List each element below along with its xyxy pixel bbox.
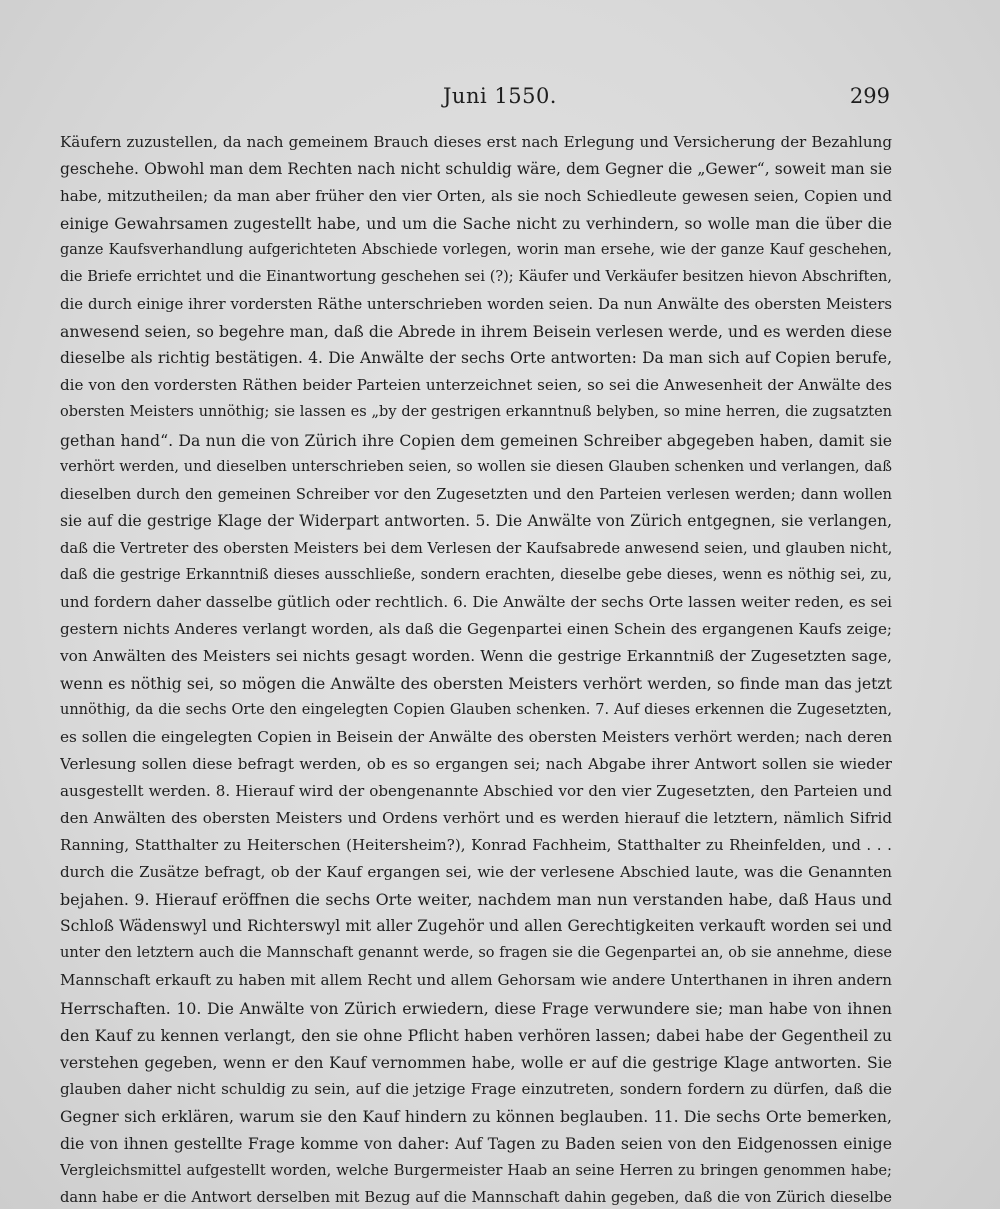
text-line: einige Gewahrsamen zugestellt habe, und um die Sache nicht zu verhindern, so wolle man die über die [60,214,892,234]
text-line: die von den vordersten Räthen beider Parteien unterzeichnet seien, so sei die Anwesenheit der Anwälte des [60,376,892,395]
text-line: habe, mitzutheilen; da man aber früher den vier Orten, als sie noch Schiedleute gewesen seien, Copien und [60,187,892,206]
text-line: die Briefe errichtet und die Einantwortung geschehen sei (?); Käufer und Verkäufer besitzen hievon Abschriften, [60,269,892,286]
text-line: es sollen die eingelegten Copien in Beisein der Anwälte des obersten Meisters verhört werden; nach deren [60,728,892,747]
text-line: Verlesung sollen diese befragt werden, ob es so ergangen sei; nach Abgabe ihrer Antwort sollen sie wieder [60,755,892,774]
text-line: geschehe. Obwohl man dem Rechten nach nicht schuldig wäre, dem Gegner die „Gewer“, soweit man sie [60,160,892,179]
text-line: obersten Meisters unnöthig; sie lassen es „by der gestrigen erkanntnuß belyben, so mine herren, die zugsatzten [60,404,892,421]
text-line: glauben daher nicht schuldig zu sein, auf die jetzige Frage einzutreten, sondern fordern zu dürfen, daß die [60,1079,892,1098]
text-line: ausgestellt werden. 8. Hierauf wird der obengenannte Abschied vor den vier Zugesetzten, den Parteien und [60,782,892,801]
text-line: die durch einige ihrer vordersten Räthe unterschrieben worden seien. Da nun Anwälte des obersten Meisters [60,295,892,314]
text-line: von Anwälten des Meisters sei nichts gesagt worden. Wenn die gestrige Erkanntniß der Zugesetzten sage, [60,646,892,665]
text-line: und fordern daher dasselbe gütlich oder rechtlich. 6. Die Anwälte der sechs Orte lassen weiter reden, es sei [60,592,892,611]
text-line: dieselben durch den gemeinen Schreiber vor den Zugesetzten und den Parteien verlesen werden; dann wollen [60,485,892,503]
running-head [0,84,1000,118]
text-line: Schloß Wädenswyl und Richterswyl mit aller Zugehör und allen Gerechtigkeiten verkauft worden sei und [60,917,892,936]
text-line: wenn es nöthig sei, so mögen die Anwälte des obersten Meisters verhört werden, so finde man das jetzt [60,673,892,693]
text-line: den Anwälten des obersten Meisters und Ordens verhört und es werden hierauf die letztern, nämlich Sifrid [60,809,892,828]
text-line: dann habe er die Antwort derselben mit Bezug auf die Mannschaft dahin gegeben, daß die von Zürich dieselbe [60,1188,892,1206]
text-line: verhört werden, und dieselben unterschrieben seien, so wollen sie diesen Glauben schenken und verlangen, daß [60,458,892,475]
text-line: daß die gestrige Erkanntniß dieses ausschließe, sondern erachten, dieselbe gebe dieses, wenn es nöthig sei, zu, [60,566,892,583]
text-line: unnöthig, da die sechs Orte den eingelegten Copien Glauben schenken. 7. Auf dieses erkennen die Zugesetzten, [60,701,892,718]
page-number: 299 [849,84,890,108]
text-line: bejahen. 9. Hierauf eröffnen die sechs Orte weiter, nachdem man nun verstanden habe, daß Haus und [60,890,892,910]
page-header-title: Juni 1550. [443,84,557,108]
text-line: verstehen gegeben, wenn er den Kauf vernommen habe, wolle er auf die gestrige Klage antworten. Sie [60,1052,892,1072]
text-line: dieselbe als richtig bestätigen. 4. Die Anwälte der sechs Orte antworten: Da man sich auf Copien berufe, [60,349,892,368]
text-line: die von ihnen gestellte Frage komme von daher: Auf Tagen zu Baden seien von den Eidgenossen einige [60,1133,892,1153]
text-line: ganze Kaufsverhandlung aufgerichteten Abschiede vorlegen, worin man ersehe, wie der ganze Kauf geschehen, [60,242,892,259]
text-line: Ranning, Statthalter zu Heiterschen (Heitersheim?), Konrad Fachheim, Statthalter zu Rheinfelden, und . . . [60,836,892,855]
text-line: gestern nichts Anderes verlangt worden, als daß die Gegenpartei einen Schein des ergangenen Kaufs zeige; [60,619,892,638]
text-line: Herrschaften. 10. Die Anwälte von Zürich erwiedern, diese Frage verwundere sie; man habe von ihnen [60,998,892,1018]
text-line: durch die Zusätze befragt, ob der Kauf ergangen sei, wie der verlesene Abschied laute, was die Genannten [60,863,892,882]
text-line: daß die Vertreter des obersten Meisters bei dem Verlesen der Kaufsabrede anwesend seien, und glauben nicht, [60,539,892,557]
body-text [60,129,892,1209]
text-line: Käufern zuzustellen, da nach gemeinem Brauch dieses erst nach Erlegung und Versicherung der Bezahlung [60,133,892,151]
text-line: sie auf die gestrige Klage der Widerpart antworten. 5. Die Anwälte von Zürich entgegnen, sie verlangen, [60,511,892,530]
text-line: anwesend seien, so begehre man, daß die Abrede in ihrem Beisein verlesen werde, und es werden diese [60,322,892,342]
text-line: unter den letztern auch die Mannschaft genannt werde, so fragen sie die Gegenpartei an, ob sie annehme, diese [60,945,892,962]
text-line: Vergleichsmittel aufgestellt worden, welche Burgermeister Haab an seine Herren zu bringen genommen habe; [60,1161,892,1179]
text-line: Gegner sich erklären, warum sie den Kauf hindern zu können beglauben. 11. Die sechs Orte bemerken, [60,1106,892,1126]
text-line: den Kauf zu kennen verlangt, den sie ohne Pflicht haben verhören lassen; dabei habe der Gegentheil zu [60,1025,892,1045]
text-line: Mannschaft erkauft zu haben mit allem Recht und allem Gehorsam wie andere Unterthanen in ihren andern [60,971,892,990]
text-line: gethan hand“. Da nun die von Zürich ihre Copien dem gemeinen Schreiber abgegeben haben, damit sie [60,430,892,450]
